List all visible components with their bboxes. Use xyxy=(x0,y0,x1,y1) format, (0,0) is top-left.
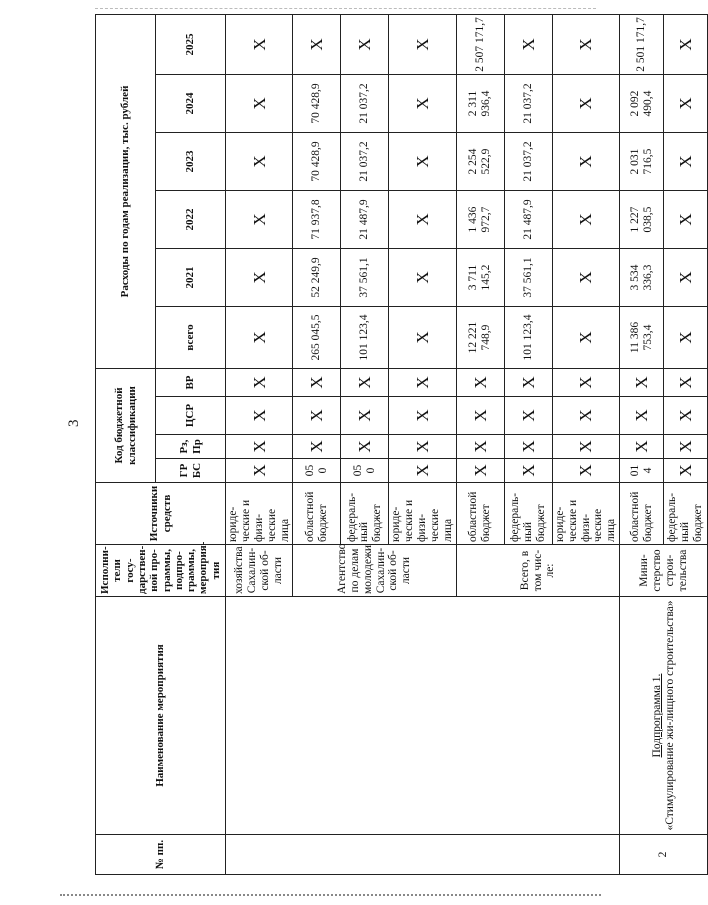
grbs-cell: X xyxy=(552,459,619,483)
y2021-cell: X xyxy=(664,249,708,307)
csr-cell: X xyxy=(389,397,456,435)
y2021-cell: X xyxy=(389,249,456,307)
rzpr-cell: X xyxy=(226,435,293,459)
grbs-cell: X xyxy=(664,459,708,483)
y2023-cell: 21 037,2 xyxy=(341,133,389,191)
y2021-cell: X xyxy=(226,249,293,307)
rzpr-cell: X xyxy=(620,435,664,459)
y2021-cell: 37 561,1 xyxy=(341,249,389,307)
y2025-cell: X xyxy=(504,14,552,74)
y2022-cell: X xyxy=(664,191,708,249)
subprogram-title: Подпрограмма 1. xyxy=(650,673,663,758)
rzpr-cell: X xyxy=(456,435,504,459)
total-cell: 11 386 753,4 xyxy=(620,307,664,369)
grbs-cell: X xyxy=(389,459,456,483)
y2021-cell: 3 711 145,2 xyxy=(456,249,504,307)
header-expenses-group: Расходы по годам реализации, тыс. рублей xyxy=(96,14,156,368)
csr-cell: X xyxy=(664,397,708,435)
source-cell: федераль-ный бюджет xyxy=(664,483,708,545)
source-cell: федераль-ный бюджет xyxy=(504,483,552,545)
subprogram-desc: «Стимулирование жи-лищного строительства» xyxy=(663,600,676,831)
bottom-edge-marks xyxy=(60,894,601,896)
y2024-cell: X xyxy=(552,75,619,133)
header-csr: ЦСР xyxy=(156,397,226,435)
y2025-cell: X xyxy=(293,14,341,74)
y2024-cell: 21 037,2 xyxy=(341,75,389,133)
y2021-cell: 37 561,1 xyxy=(504,249,552,307)
header-name: Наименование мероприятия xyxy=(96,597,226,835)
vr-cell: X xyxy=(226,369,293,397)
y2022-cell: X xyxy=(389,191,456,249)
csr-cell: X xyxy=(293,397,341,435)
name-cell xyxy=(620,597,708,835)
header-kbk-group: Код бюджетной классификации xyxy=(96,369,156,483)
y2024-cell: 70 428,9 xyxy=(293,75,341,133)
y2021-cell: 3 534 336,3 xyxy=(620,249,664,307)
y2023-cell: 21 037,2 xyxy=(504,133,552,191)
executor-cell: Всего, в том чис-ле: xyxy=(456,545,619,597)
rzpr-cell: X xyxy=(389,435,456,459)
vr-cell: X xyxy=(456,369,504,397)
y2021-cell: 52 249,9 xyxy=(293,249,341,307)
y2022-cell: 71 937,8 xyxy=(293,191,341,249)
vr-cell: X xyxy=(664,369,708,397)
vr-cell: X xyxy=(293,369,341,397)
header-2025: 2025 xyxy=(156,14,226,74)
y2023-cell: X xyxy=(664,133,708,191)
rotated-table-container xyxy=(95,15,705,875)
top-edge-marks xyxy=(95,8,596,9)
header-source: Источники средств xyxy=(96,483,226,545)
y2024-cell: 2 311 936,4 xyxy=(456,75,504,133)
total-cell: X xyxy=(664,307,708,369)
header-rzpr: Рз, Пр xyxy=(156,435,226,459)
rzpr-cell: X xyxy=(341,435,389,459)
total-cell: 101 123,4 xyxy=(341,307,389,369)
y2022-cell: 21 487,9 xyxy=(504,191,552,249)
y2023-cell: X xyxy=(226,133,293,191)
csr-cell: X xyxy=(620,397,664,435)
grbs-cell: X xyxy=(504,459,552,483)
y2022-cell: X xyxy=(552,191,619,249)
y2024-cell: 2 092 490,4 xyxy=(620,75,664,133)
header-total: всего xyxy=(156,307,226,369)
name-cell-empty xyxy=(226,597,620,835)
y2024-cell: X xyxy=(226,75,293,133)
y2024-cell: X xyxy=(664,75,708,133)
grbs-cell: 05 0 xyxy=(293,459,341,483)
vr-cell: X xyxy=(620,369,664,397)
page-number: 3 xyxy=(66,419,82,427)
total-cell: X xyxy=(226,307,293,369)
table-row xyxy=(620,14,664,874)
header-no: № пп. xyxy=(96,835,226,875)
y2025-cell: X xyxy=(664,14,708,74)
y2025-cell: 2 507 171,7 xyxy=(456,14,504,74)
csr-cell: X xyxy=(341,397,389,435)
y2024-cell: 21 037,2 xyxy=(504,75,552,133)
total-cell: 12 221 748,9 xyxy=(456,307,504,369)
header-vr: ВР xyxy=(156,369,226,397)
grbs-cell: 05 0 xyxy=(341,459,389,483)
y2024-cell: X xyxy=(389,75,456,133)
header-executor: Исполни-тели госу-дарствен-ной про-граммы, подпро-граммы, мероприя-тия xyxy=(96,545,226,597)
rzpr-cell: X xyxy=(504,435,552,459)
total-cell: 265 045,5 xyxy=(293,307,341,369)
y2021-cell: X xyxy=(552,249,619,307)
header-2024: 2024 xyxy=(156,75,226,133)
y2023-cell: 2 254 522,9 xyxy=(456,133,504,191)
y2023-cell: 70 428,9 xyxy=(293,133,341,191)
csr-cell: X xyxy=(552,397,619,435)
source-cell: юриде-ческие и физи-ческие лица xyxy=(552,483,619,545)
y2025-cell: X xyxy=(552,14,619,74)
source-cell: областной бюджет xyxy=(456,483,504,545)
y2022-cell: 1 436 972,7 xyxy=(456,191,504,249)
y2023-cell: 2 031 716,5 xyxy=(620,133,664,191)
header-2021: 2021 xyxy=(156,249,226,307)
y2022-cell: 1 227 038,5 xyxy=(620,191,664,249)
y2022-cell: X xyxy=(226,191,293,249)
vr-cell: X xyxy=(389,369,456,397)
y2025-cell: X xyxy=(341,14,389,74)
executor-cell: Агентство по делам молодежи Сахалин-ской об-ласти xyxy=(293,545,456,597)
source-cell: областной бюджет xyxy=(620,483,664,545)
grbs-cell: X xyxy=(456,459,504,483)
grbs-cell: X xyxy=(226,459,293,483)
y2023-cell: X xyxy=(389,133,456,191)
source-cell: юриде-ческие и физи-ческие лица xyxy=(226,483,293,545)
rzpr-cell: X xyxy=(293,435,341,459)
total-cell: X xyxy=(552,307,619,369)
y2025-cell: X xyxy=(226,14,293,74)
source-cell: юриде-ческие и физи-ческие лица xyxy=(389,483,456,545)
header-grbs: ГР БС xyxy=(156,459,226,483)
total-cell: 101 123,4 xyxy=(504,307,552,369)
grbs-cell: 01 4 xyxy=(620,459,664,483)
y2025-cell: 2 501 171,7 xyxy=(620,14,664,74)
y2023-cell: X xyxy=(552,133,619,191)
header-2023: 2023 xyxy=(156,133,226,191)
header-2022: 2022 xyxy=(156,191,226,249)
total-cell: X xyxy=(389,307,456,369)
vr-cell: X xyxy=(552,369,619,397)
vr-cell: X xyxy=(504,369,552,397)
executor-cell: хозяйства Сахалин-ской об-ласти xyxy=(226,545,293,597)
expenses-table xyxy=(95,14,708,875)
executor-cell: Мини-стерство строи-тельства xyxy=(620,545,708,597)
source-cell: областной бюджет xyxy=(293,483,341,545)
header-row-1 xyxy=(96,14,156,874)
no-cell-empty xyxy=(226,835,620,875)
csr-cell: X xyxy=(456,397,504,435)
csr-cell: X xyxy=(504,397,552,435)
no-cell: 2 xyxy=(620,835,708,875)
source-cell: федераль-ный бюджет xyxy=(341,483,389,545)
y2025-cell: X xyxy=(389,14,456,74)
rzpr-cell: X xyxy=(552,435,619,459)
csr-cell: X xyxy=(226,397,293,435)
vr-cell: X xyxy=(341,369,389,397)
rzpr-cell: X xyxy=(664,435,708,459)
y2022-cell: 21 487,9 xyxy=(341,191,389,249)
table-row xyxy=(226,14,293,874)
